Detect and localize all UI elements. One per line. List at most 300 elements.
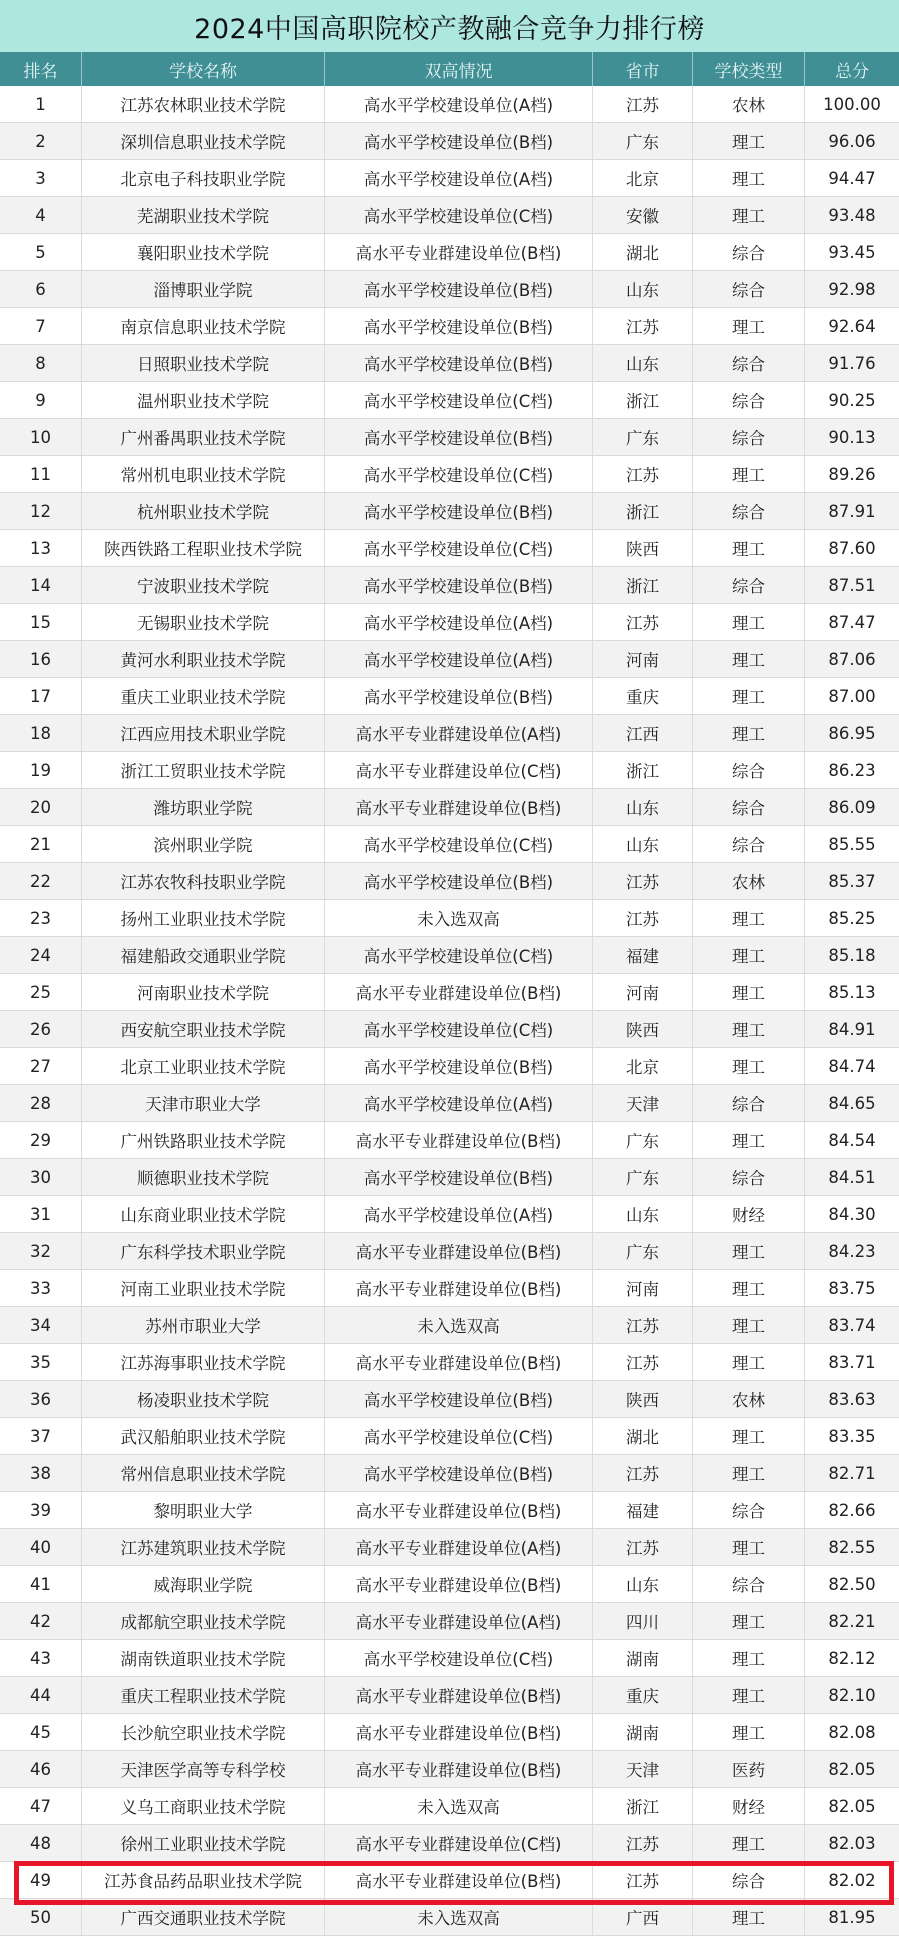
score-cell: 82.05: [828, 1759, 876, 1779]
table-row: [0, 308, 899, 345]
double-high-cell: 高水平专业群建设单位(C档): [325, 1825, 593, 1861]
province-cell: 江苏: [593, 86, 693, 122]
rank-cell: 1: [0, 86, 82, 122]
school-type-cell: 综合: [693, 1566, 805, 1602]
double-high-cell: 高水平专业群建设单位(A档): [325, 1603, 593, 1639]
table-row: [0, 1529, 899, 1566]
score-cell: 87.91: [828, 501, 876, 521]
double-high-cell: 未入选双高: [325, 1788, 593, 1824]
table-row: [0, 1751, 899, 1788]
table-row: [0, 678, 899, 715]
rank-cell: 7: [0, 308, 82, 344]
score-cell: 85.13: [828, 982, 876, 1002]
school-name-cell: 福建船政交通职业学院: [82, 937, 325, 973]
rank-cell: 30: [0, 1159, 82, 1195]
rank-cell: 5: [0, 234, 82, 270]
school-name-cell: 北京电子科技职业学院: [82, 160, 325, 196]
score-cell: 81.95: [828, 1907, 876, 1927]
double-high-cell: 高水平学校建设单位(B档): [325, 1381, 593, 1417]
province-cell: 天津: [593, 1751, 693, 1787]
province-cell: 广东: [593, 1233, 693, 1269]
school-type-cell: 理工: [693, 604, 805, 640]
score-cell: 84.51: [828, 1167, 876, 1187]
double-high-cell: 高水平学校建设单位(B档): [325, 863, 593, 899]
rank-cell: 18: [0, 715, 82, 751]
province-cell: 江苏: [593, 456, 693, 492]
province-cell: 江苏: [593, 1529, 693, 1565]
province-cell: 广西: [593, 1899, 693, 1935]
province-cell: 江苏: [593, 1825, 693, 1861]
school-type-cell: 财经: [693, 1196, 805, 1232]
school-type-cell: 农林: [693, 1381, 805, 1417]
school-name-cell: 武汉船舶职业技术学院: [82, 1418, 325, 1454]
school-type-cell: 综合: [693, 382, 805, 418]
school-name-cell: 常州机电职业技术学院: [82, 456, 325, 492]
table-body: [0, 86, 899, 1936]
province-cell: 江苏: [593, 863, 693, 899]
school-type-cell: 理工: [693, 1825, 805, 1861]
school-type-cell: 综合: [693, 789, 805, 825]
double-high-cell: 高水平专业群建设单位(A档): [325, 1529, 593, 1565]
province-cell: 江苏: [593, 900, 693, 936]
rank-cell: 2: [0, 123, 82, 159]
score-cell: 87.60: [828, 538, 876, 558]
score-cell: 85.18: [828, 945, 876, 965]
table-row: [0, 493, 899, 530]
rank-cell: 13: [0, 530, 82, 566]
school-name-cell: 天津市职业大学: [82, 1085, 325, 1121]
school-type-cell: 理工: [693, 308, 805, 344]
province-cell: 湖南: [593, 1640, 693, 1676]
score-cell: 93.48: [828, 205, 876, 225]
rank-cell: 9: [0, 382, 82, 418]
province-cell: 陕西: [593, 530, 693, 566]
rank-cell: 8: [0, 345, 82, 381]
province-cell: 山东: [593, 345, 693, 381]
score-cell: 82.50: [828, 1574, 876, 1594]
school-type-cell: 理工: [693, 1640, 805, 1676]
province-cell: 浙江: [593, 567, 693, 603]
table-row: [0, 234, 899, 271]
school-name-cell: 江苏农林职业技术学院: [82, 86, 325, 122]
province-cell: 浙江: [593, 382, 693, 418]
province-cell: 四川: [593, 1603, 693, 1639]
school-name-cell: 西安航空职业技术学院: [82, 1011, 325, 1047]
school-name-cell: 无锡职业技术学院: [82, 604, 325, 640]
school-name-cell: 温州职业技术学院: [82, 382, 325, 418]
header-school-type: 学校类型: [693, 52, 805, 86]
table-row: [0, 1011, 899, 1048]
school-name-cell: 杭州职业技术学院: [82, 493, 325, 529]
school-type-cell: 综合: [693, 1862, 805, 1898]
school-name-cell: 潍坊职业学院: [82, 789, 325, 825]
school-type-cell: 综合: [693, 493, 805, 529]
score-cell: 94.47: [828, 168, 876, 188]
rank-cell: 40: [0, 1529, 82, 1565]
school-name-cell: 重庆工业职业技术学院: [82, 678, 325, 714]
school-type-cell: 理工: [693, 160, 805, 196]
score-cell: 92.98: [828, 279, 876, 299]
rank-cell: 46: [0, 1751, 82, 1787]
header-province: 省市: [593, 52, 693, 86]
table-row: [0, 197, 899, 234]
province-cell: 湖南: [593, 1714, 693, 1750]
table-row: [0, 1344, 899, 1381]
school-type-cell: 综合: [693, 1159, 805, 1195]
table-row: [0, 715, 899, 752]
double-high-cell: 高水平专业群建设单位(C档): [325, 752, 593, 788]
province-cell: 山东: [593, 789, 693, 825]
double-high-cell: 高水平学校建设单位(C档): [325, 937, 593, 973]
rank-cell: 25: [0, 974, 82, 1010]
rank-cell: 42: [0, 1603, 82, 1639]
province-cell: 广东: [593, 1122, 693, 1158]
rank-cell: 44: [0, 1677, 82, 1713]
table-header: [0, 52, 899, 86]
double-high-cell: 高水平专业群建设单位(B档): [325, 1714, 593, 1750]
score-cell: 90.13: [828, 427, 876, 447]
school-type-cell: 理工: [693, 974, 805, 1010]
province-cell: 江西: [593, 715, 693, 751]
school-type-cell: 理工: [693, 1344, 805, 1380]
table-row: [0, 937, 899, 974]
table-row: [0, 382, 899, 419]
school-name-cell: 江西应用技术职业学院: [82, 715, 325, 751]
school-type-cell: 医药: [693, 1751, 805, 1787]
school-name-cell: 徐州工业职业技术学院: [82, 1825, 325, 1861]
table-row: [0, 530, 899, 567]
school-name-cell: 杨凌职业技术学院: [82, 1381, 325, 1417]
rank-cell: 19: [0, 752, 82, 788]
score-cell: 82.10: [828, 1685, 876, 1705]
province-cell: 江苏: [593, 1344, 693, 1380]
double-high-cell: 高水平学校建设单位(A档): [325, 86, 593, 122]
double-high-cell: 高水平专业群建设单位(B档): [325, 1122, 593, 1158]
school-type-cell: 理工: [693, 678, 805, 714]
table-row: [0, 160, 899, 197]
score-cell: 89.26: [828, 464, 876, 484]
table-row: [0, 1455, 899, 1492]
rank-cell: 49: [0, 1862, 82, 1898]
rank-cell: 22: [0, 863, 82, 899]
double-high-cell: 高水平专业群建设单位(B档): [325, 1862, 593, 1898]
rank-cell: 3: [0, 160, 82, 196]
school-name-cell: 滨州职业学院: [82, 826, 325, 862]
rank-cell: 31: [0, 1196, 82, 1232]
score-cell: 82.05: [828, 1796, 876, 1816]
rank-cell: 27: [0, 1048, 82, 1084]
school-name-cell: 淄博职业学院: [82, 271, 325, 307]
double-high-cell: 高水平专业群建设单位(B档): [325, 1233, 593, 1269]
table-row: [0, 1492, 899, 1529]
double-high-cell: 未入选双高: [325, 900, 593, 936]
school-name-cell: 广州铁路职业技术学院: [82, 1122, 325, 1158]
rank-cell: 14: [0, 567, 82, 603]
double-high-cell: 高水平学校建设单位(C档): [325, 197, 593, 233]
rank-cell: 38: [0, 1455, 82, 1491]
table-row: [0, 604, 899, 641]
double-high-cell: 高水平学校建设单位(A档): [325, 1085, 593, 1121]
school-type-cell: 综合: [693, 271, 805, 307]
school-type-cell: 理工: [693, 1455, 805, 1491]
rank-cell: 28: [0, 1085, 82, 1121]
school-type-cell: 理工: [693, 530, 805, 566]
school-type-cell: 理工: [693, 900, 805, 936]
province-cell: 北京: [593, 1048, 693, 1084]
table-row: [0, 1085, 899, 1122]
province-cell: 江苏: [593, 604, 693, 640]
double-high-cell: 高水平学校建设单位(C档): [325, 456, 593, 492]
rank-cell: 24: [0, 937, 82, 973]
province-cell: 江苏: [593, 1307, 693, 1343]
school-type-cell: 理工: [693, 1714, 805, 1750]
score-cell: 85.25: [828, 908, 876, 928]
province-cell: 福建: [593, 1492, 693, 1528]
school-name-cell: 河南工业职业技术学院: [82, 1270, 325, 1306]
table-row: [0, 1233, 899, 1270]
table-row: [0, 1677, 899, 1714]
province-cell: 河南: [593, 974, 693, 1010]
school-name-cell: 成都航空职业技术学院: [82, 1603, 325, 1639]
school-name-cell: 江苏海事职业技术学院: [82, 1344, 325, 1380]
school-name-cell: 广州番禺职业技术学院: [82, 419, 325, 455]
rank-cell: 17: [0, 678, 82, 714]
school-type-cell: 理工: [693, 1529, 805, 1565]
double-high-cell: 高水平学校建设单位(B档): [325, 493, 593, 529]
table-row: [0, 1159, 899, 1196]
school-name-cell: 江苏食品药品职业技术学院: [82, 1862, 325, 1898]
double-high-cell: 未入选双高: [325, 1307, 593, 1343]
score-cell: 83.71: [828, 1352, 876, 1372]
table-row: [0, 1270, 899, 1307]
double-high-cell: 高水平专业群建设单位(B档): [325, 1751, 593, 1787]
province-cell: 山东: [593, 1196, 693, 1232]
school-name-cell: 山东商业职业技术学院: [82, 1196, 325, 1232]
double-high-cell: 高水平学校建设单位(C档): [325, 1418, 593, 1454]
school-type-cell: 综合: [693, 826, 805, 862]
table-row: [0, 752, 899, 789]
double-high-cell: 高水平学校建设单位(A档): [325, 160, 593, 196]
rank-cell: 33: [0, 1270, 82, 1306]
table-row: [0, 1603, 899, 1640]
school-name-cell: 北京工业职业技术学院: [82, 1048, 325, 1084]
school-name-cell: 广西交通职业技术学院: [82, 1899, 325, 1935]
table-row: [0, 123, 899, 160]
school-name-cell: 河南职业技术学院: [82, 974, 325, 1010]
score-cell: 83.74: [828, 1315, 876, 1335]
score-cell: 96.06: [828, 131, 876, 151]
school-name-cell: 宁波职业技术学院: [82, 567, 325, 603]
double-high-cell: 高水平学校建设单位(B档): [325, 1159, 593, 1195]
rank-cell: 36: [0, 1381, 82, 1417]
table-row: [0, 1899, 899, 1936]
table-row: [0, 271, 899, 308]
score-cell: 84.54: [828, 1130, 876, 1150]
table-row: [0, 567, 899, 604]
province-cell: 陕西: [593, 1011, 693, 1047]
province-cell: 福建: [593, 937, 693, 973]
score-cell: 82.08: [828, 1722, 876, 1742]
province-cell: 广东: [593, 123, 693, 159]
header-school-name: 学校名称: [82, 52, 325, 86]
school-name-cell: 南京信息职业技术学院: [82, 308, 325, 344]
province-cell: 河南: [593, 1270, 693, 1306]
double-high-cell: 高水平学校建设单位(B档): [325, 123, 593, 159]
double-high-cell: 未入选双高: [325, 1899, 593, 1935]
school-name-cell: 江苏农牧科技职业学院: [82, 863, 325, 899]
score-cell: 84.91: [828, 1019, 876, 1039]
score-cell: 85.55: [828, 834, 876, 854]
table-row: [0, 456, 899, 493]
score-cell: 83.35: [828, 1426, 876, 1446]
school-name-cell: 江苏建筑职业技术学院: [82, 1529, 325, 1565]
double-high-cell: 高水平学校建设单位(B档): [325, 1048, 593, 1084]
school-type-cell: 理工: [693, 1418, 805, 1454]
school-name-cell: 长沙航空职业技术学院: [82, 1714, 325, 1750]
double-high-cell: 高水平学校建设单位(C档): [325, 530, 593, 566]
school-type-cell: 综合: [693, 345, 805, 381]
province-cell: 重庆: [593, 678, 693, 714]
school-type-cell: 综合: [693, 752, 805, 788]
double-high-cell: 高水平专业群建设单位(B档): [325, 974, 593, 1010]
table-row: [0, 1196, 899, 1233]
school-name-cell: 天津医学高等专科学校: [82, 1751, 325, 1787]
table-row: [0, 1640, 899, 1677]
rank-cell: 26: [0, 1011, 82, 1047]
score-cell: 100.00: [823, 94, 881, 114]
rank-cell: 21: [0, 826, 82, 862]
school-name-cell: 日照职业技术学院: [82, 345, 325, 381]
school-name-cell: 芜湖职业技术学院: [82, 197, 325, 233]
province-cell: 江苏: [593, 1455, 693, 1491]
school-type-cell: 理工: [693, 1899, 805, 1935]
school-type-cell: 理工: [693, 937, 805, 973]
table-row: [0, 1566, 899, 1603]
score-cell: 82.02: [828, 1870, 876, 1890]
school-type-cell: 理工: [693, 1233, 805, 1269]
table-row: [0, 1307, 899, 1344]
province-cell: 浙江: [593, 752, 693, 788]
province-cell: 河南: [593, 641, 693, 677]
rank-cell: 41: [0, 1566, 82, 1602]
school-type-cell: 综合: [693, 1492, 805, 1528]
school-type-cell: 综合: [693, 567, 805, 603]
page-title: 2024中国高职院校产教融合竞争力排行榜: [194, 13, 705, 45]
school-type-cell: 农林: [693, 86, 805, 122]
score-cell: 82.03: [828, 1833, 876, 1853]
province-cell: 浙江: [593, 1788, 693, 1824]
rank-cell: 10: [0, 419, 82, 455]
score-cell: 86.09: [828, 797, 876, 817]
school-name-cell: 湖南铁道职业技术学院: [82, 1640, 325, 1676]
rank-cell: 15: [0, 604, 82, 640]
school-name-cell: 深圳信息职业技术学院: [82, 123, 325, 159]
school-type-cell: 综合: [693, 234, 805, 270]
double-high-cell: 高水平专业群建设单位(B档): [325, 234, 593, 270]
rank-cell: 35: [0, 1344, 82, 1380]
double-high-cell: 高水平学校建设单位(C档): [325, 826, 593, 862]
score-cell: 93.45: [828, 242, 876, 262]
school-type-cell: 理工: [693, 197, 805, 233]
province-cell: 天津: [593, 1085, 693, 1121]
school-name-cell: 扬州工业职业技术学院: [82, 900, 325, 936]
table-row: [0, 419, 899, 456]
score-cell: 82.71: [828, 1463, 876, 1483]
school-type-cell: 理工: [693, 1122, 805, 1158]
school-type-cell: 理工: [693, 641, 805, 677]
score-cell: 84.30: [828, 1204, 876, 1224]
province-cell: 江苏: [593, 1862, 693, 1898]
province-cell: 山东: [593, 271, 693, 307]
table-row: [0, 86, 899, 123]
rank-cell: 29: [0, 1122, 82, 1158]
school-name-cell: 苏州市职业大学: [82, 1307, 325, 1343]
rank-cell: 37: [0, 1418, 82, 1454]
school-type-cell: 财经: [693, 1788, 805, 1824]
double-high-cell: 高水平学校建设单位(C档): [325, 1011, 593, 1047]
school-name-cell: 重庆工程职业技术学院: [82, 1677, 325, 1713]
table-row: [0, 1825, 899, 1862]
rank-cell: 47: [0, 1788, 82, 1824]
rank-cell: 45: [0, 1714, 82, 1750]
score-cell: 87.00: [828, 686, 876, 706]
school-type-cell: 理工: [693, 1048, 805, 1084]
table-row: [0, 345, 899, 382]
double-high-cell: 高水平学校建设单位(A档): [325, 641, 593, 677]
score-cell: 83.75: [828, 1278, 876, 1298]
school-type-cell: 理工: [693, 1307, 805, 1343]
double-high-cell: 高水平专业群建设单位(A档): [325, 715, 593, 751]
school-type-cell: 综合: [693, 419, 805, 455]
province-cell: 安徽: [593, 197, 693, 233]
province-cell: 山东: [593, 826, 693, 862]
rank-cell: 20: [0, 789, 82, 825]
school-name-cell: 广东科学技术职业学院: [82, 1233, 325, 1269]
rank-cell: 4: [0, 197, 82, 233]
table-row: [0, 974, 899, 1011]
header-rank: 排名: [0, 52, 82, 86]
rank-cell: 39: [0, 1492, 82, 1528]
school-type-cell: 理工: [693, 1603, 805, 1639]
score-cell: 82.12: [828, 1648, 876, 1668]
school-type-cell: 农林: [693, 863, 805, 899]
table-row: [0, 1862, 899, 1899]
score-cell: 84.23: [828, 1241, 876, 1261]
score-cell: 82.21: [828, 1611, 876, 1631]
school-name-cell: 黄河水利职业技术学院: [82, 641, 325, 677]
score-cell: 87.51: [828, 575, 876, 595]
score-cell: 82.66: [828, 1500, 876, 1520]
province-cell: 重庆: [593, 1677, 693, 1713]
table-row: [0, 1048, 899, 1085]
rank-cell: 34: [0, 1307, 82, 1343]
double-high-cell: 高水平学校建设单位(A档): [325, 604, 593, 640]
rank-cell: 48: [0, 1825, 82, 1861]
table-row: [0, 863, 899, 900]
double-high-cell: 高水平专业群建设单位(B档): [325, 1492, 593, 1528]
school-type-cell: 综合: [693, 1085, 805, 1121]
rank-cell: 23: [0, 900, 82, 936]
title-bar: [0, 0, 899, 53]
score-cell: 84.74: [828, 1056, 876, 1076]
province-cell: 湖北: [593, 1418, 693, 1454]
score-cell: 82.55: [828, 1537, 876, 1557]
school-type-cell: 理工: [693, 123, 805, 159]
header-total-score: 总分: [835, 61, 869, 82]
school-name-cell: 黎明职业大学: [82, 1492, 325, 1528]
province-cell: 陕西: [593, 1381, 693, 1417]
score-cell: 86.95: [828, 723, 876, 743]
